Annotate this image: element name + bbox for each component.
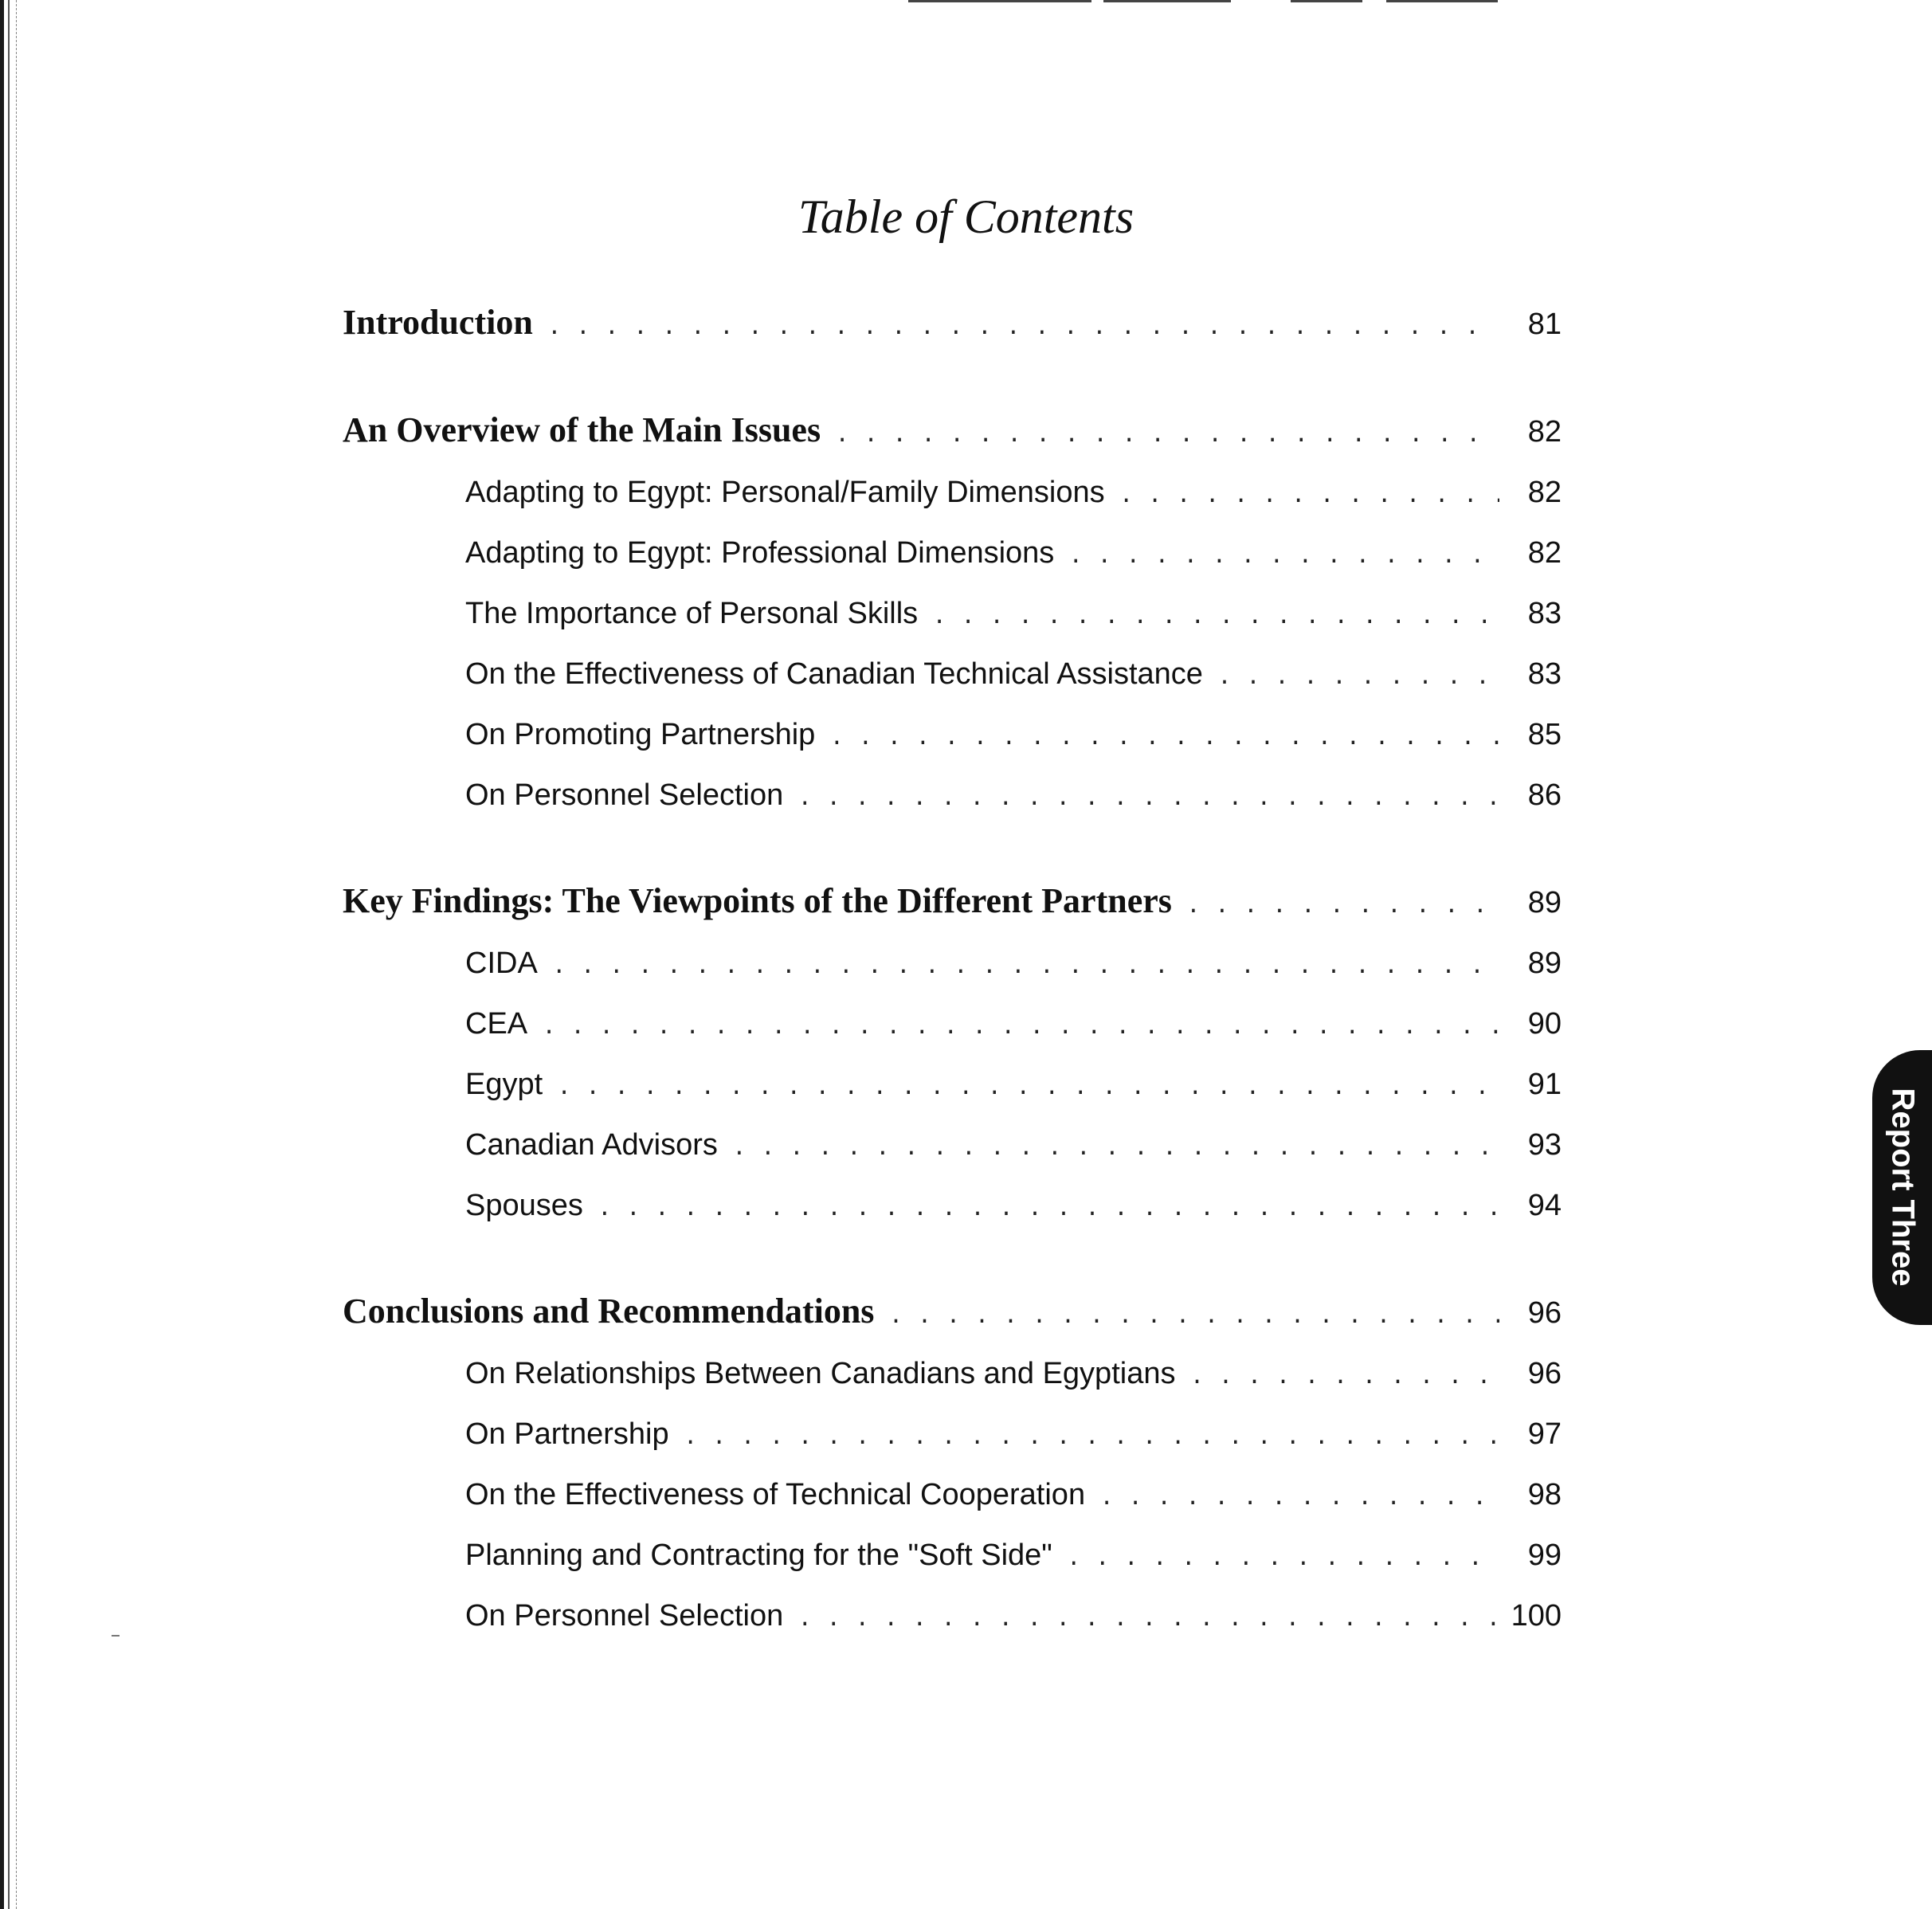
toc-subentry-page: 100 <box>1511 1599 1562 1633</box>
dot-leader <box>542 998 1499 1058</box>
toc-subentry-page: 96 <box>1527 1357 1562 1390</box>
toc-subentry[interactable] <box>343 583 1562 644</box>
toc-subentry-title: On Personnel Selection <box>465 1599 784 1633</box>
toc-section-conclusions <box>343 1280 1562 1646</box>
dot-leader <box>547 296 1499 360</box>
toc-entry-page: 82 <box>1527 415 1562 449</box>
toc-entry-page: 89 <box>1527 886 1562 919</box>
toc-subentry-page: 99 <box>1527 1539 1562 1572</box>
toc-subentry-title: On Partnership <box>465 1417 669 1451</box>
toc-subentry[interactable] <box>343 1343 1562 1404</box>
toc-subentry-page: 91 <box>1527 1068 1562 1101</box>
toc-entry-key-findings[interactable] <box>343 869 1562 933</box>
toc-entry-page: 96 <box>1527 1296 1562 1330</box>
toc-entry-title: Key Findings: The Viewpoints of the Different Partners <box>343 881 1172 920</box>
toc-subentry[interactable] <box>343 1464 1562 1525</box>
toc-entry-title: Introduction <box>343 303 533 342</box>
dot-leader <box>598 1179 1499 1240</box>
dot-leader <box>1186 875 1499 939</box>
toc-entry-title: Conclusions and Recommendations <box>343 1292 875 1331</box>
toc-subentry-title: CIDA <box>465 947 538 980</box>
toc-subentry-title: Canadian Advisors <box>465 1128 718 1162</box>
toc-subentry-title: Adapting to Egypt: Personal/Family Dimensions <box>465 476 1105 509</box>
top-rule <box>908 0 1091 2</box>
toc-subentry[interactable] <box>343 1175 1562 1236</box>
toc-subentry[interactable] <box>343 994 1562 1054</box>
toc-section-overview <box>343 398 1562 825</box>
dot-leader <box>1068 527 1499 587</box>
toc-subentry[interactable] <box>343 1115 1562 1175</box>
top-rule <box>1103 0 1231 2</box>
toc-entry-page: 81 <box>1527 308 1562 341</box>
scan-speck <box>112 1635 120 1637</box>
toc-subentry-title: Adapting to Egypt: Professional Dimensions <box>465 536 1055 570</box>
toc-subentry-page: 93 <box>1527 1128 1562 1162</box>
dot-leader <box>888 1285 1499 1349</box>
toc-section-key-findings <box>343 869 1562 1236</box>
toc-entry-overview[interactable] <box>343 398 1562 462</box>
table-of-contents <box>343 291 1562 1690</box>
dot-leader <box>835 404 1499 468</box>
toc-subentry[interactable] <box>343 523 1562 583</box>
toc-subentry-page: 85 <box>1527 718 1562 751</box>
dot-leader <box>557 1058 1499 1119</box>
toc-subentry-page: 82 <box>1527 476 1562 509</box>
scanned-page-edge <box>0 0 10 1909</box>
toc-subentry-title: The Importance of Personal Skills <box>465 597 919 630</box>
toc-subentry-title: On Relationships Between Canadians and Egyptians <box>465 1357 1176 1390</box>
toc-subentry-page: 86 <box>1527 778 1562 812</box>
toc-subentry-page: 82 <box>1527 536 1562 570</box>
toc-subentry-page: 90 <box>1527 1007 1562 1041</box>
toc-entry-conclusions[interactable] <box>343 1280 1562 1343</box>
toc-subentry[interactable] <box>343 933 1562 994</box>
toc-subentry[interactable] <box>343 644 1562 704</box>
toc-entry-title: An Overview of the Main Issues <box>343 410 821 449</box>
toc-subentry-title: On the Effectiveness of Technical Cooperation <box>465 1478 1086 1511</box>
toc-subentry[interactable] <box>343 1525 1562 1586</box>
top-rule <box>1291 0 1362 2</box>
dot-leader <box>1099 1468 1499 1529</box>
toc-subentry-title: Spouses <box>465 1189 583 1222</box>
dot-leader <box>1189 1347 1499 1408</box>
dot-leader <box>797 1590 1496 1650</box>
top-rule <box>1386 0 1498 2</box>
toc-subentry-title: On the Effectiveness of Canadian Technical Assistance <box>465 657 1203 691</box>
dot-leader <box>1067 1529 1499 1590</box>
dot-leader <box>829 708 1499 769</box>
dot-leader <box>1217 648 1499 708</box>
toc-subentry[interactable] <box>343 1404 1562 1464</box>
scanned-page-edge-inner <box>16 0 17 1909</box>
toc-subentry-page: 83 <box>1527 657 1562 691</box>
toc-subentry-page: 83 <box>1527 597 1562 630</box>
toc-subentry-title: On Personnel Selection <box>465 778 784 812</box>
toc-subentry-title: Planning and Contracting for the "Soft Side" <box>465 1539 1052 1572</box>
toc-subentry-page: 98 <box>1527 1478 1562 1511</box>
dot-leader <box>797 769 1499 829</box>
dot-leader <box>1119 466 1499 527</box>
dot-leader <box>732 1119 1499 1179</box>
toc-subentry-page: 94 <box>1527 1189 1562 1222</box>
toc-subentry-page: 89 <box>1527 947 1562 980</box>
report-side-tab-label: Report Three <box>1885 1088 1921 1287</box>
dot-leader <box>684 1408 1499 1468</box>
toc-subentry-title: On Promoting Partnership <box>465 718 816 751</box>
toc-subentry[interactable] <box>343 1586 1562 1646</box>
toc-subentry[interactable] <box>343 462 1562 523</box>
toc-section-introduction <box>343 291 1562 355</box>
toc-subentry[interactable] <box>343 765 1562 825</box>
dot-leader <box>932 587 1499 648</box>
toc-subentry-title: Egypt <box>465 1068 543 1101</box>
page-title: Table of Contents <box>797 190 1135 243</box>
toc-subentry-title: CEA <box>465 1007 528 1041</box>
dot-leader <box>552 937 1499 998</box>
toc-subentry-page: 97 <box>1527 1417 1562 1451</box>
toc-entry-introduction[interactable] <box>343 291 1562 355</box>
toc-subentry[interactable] <box>343 1054 1562 1115</box>
toc-subentry[interactable] <box>343 704 1562 765</box>
